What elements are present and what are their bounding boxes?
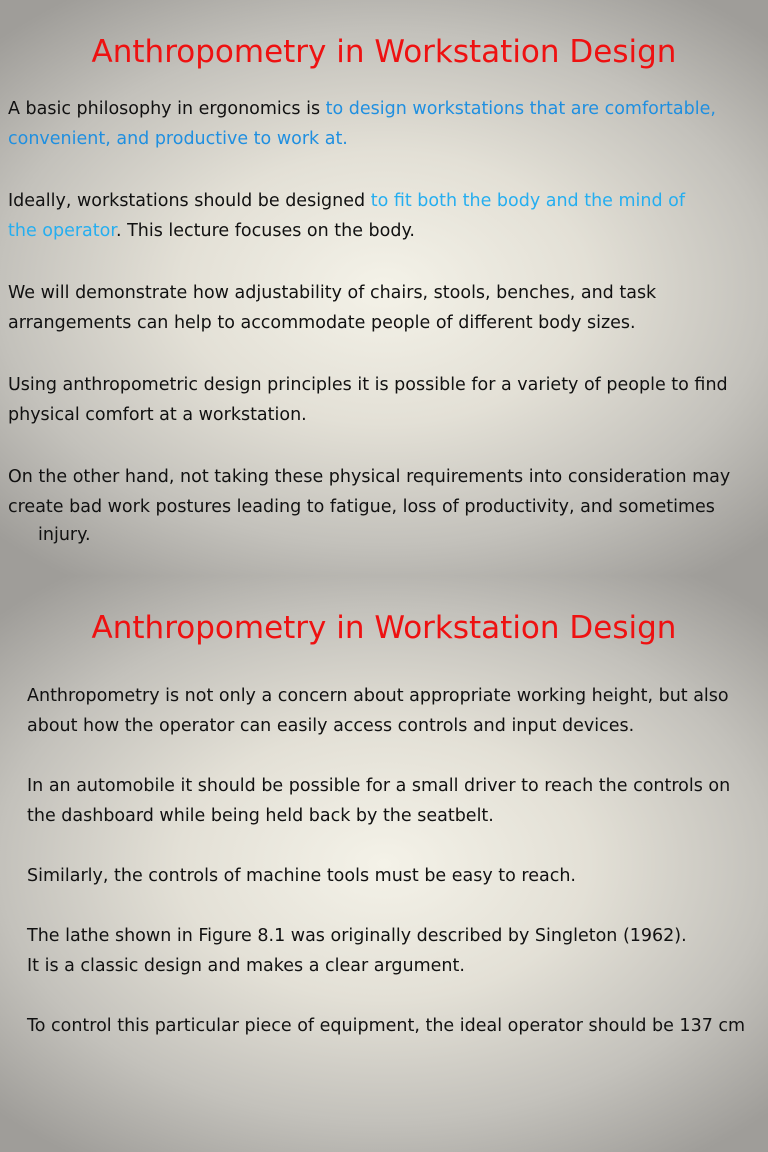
text-line: To control this particular piece of equipment, the ideal operator should be 137 cm bbox=[27, 1016, 746, 1036]
paragraph-principles bbox=[8, 370, 760, 430]
text-line: It is a classic design and makes a clear argument. bbox=[27, 956, 465, 976]
text-run: Ideally, workstations should be designed bbox=[8, 191, 371, 211]
text-line bbox=[8, 216, 760, 246]
text-line: the dashboard while being held back by the seatbelt. bbox=[27, 806, 494, 826]
paragraph-other-hand bbox=[8, 462, 760, 548]
paragraph-philosophy bbox=[8, 94, 760, 154]
highlighted-text: to fit both the body and the mind of bbox=[370, 191, 686, 211]
paragraph-fit bbox=[8, 186, 760, 246]
text-line: Using anthropometric design principles it is possible for a variety of people to find bbox=[8, 375, 728, 395]
highlighted-text: convenient, and productive to work at. bbox=[8, 129, 348, 149]
paragraph-adjustability bbox=[8, 278, 760, 338]
text-line: The lathe shown in Figure 8.1 was originally described by Singleton (1962). bbox=[27, 926, 687, 946]
text-line: Anthropometry is not only a concern about appropriate working height, but also bbox=[27, 686, 729, 706]
text-run: A basic philosophy in ergonomics is bbox=[8, 99, 326, 119]
slide-title: Anthropometry in Workstation Design bbox=[91, 34, 677, 70]
text-line: We will demonstrate how adjustability of chairs, stools, benches, and task bbox=[8, 283, 657, 303]
highlighted-text: to design workstations that are comfortable, bbox=[325, 99, 716, 119]
text-line bbox=[8, 94, 760, 124]
slide-body bbox=[27, 681, 757, 1071]
paragraph-automobile bbox=[27, 771, 757, 831]
paragraph-working-height bbox=[27, 681, 757, 741]
text-line: On the other hand, not taking these physical requirements into consideration may bbox=[8, 467, 731, 487]
text-line: about how the operator can easily access controls and input devices. bbox=[27, 716, 635, 736]
slide-title: Anthropometry in Workstation Design bbox=[91, 610, 677, 646]
text-line bbox=[8, 186, 760, 216]
paragraph-lathe bbox=[27, 921, 757, 981]
text-line: arrangements can help to accommodate people of different body sizes. bbox=[8, 313, 636, 333]
paragraph-machine-tools bbox=[27, 861, 757, 891]
text-line: create bad work postures leading to fatigue, loss of productivity, and sometimes bbox=[8, 497, 715, 517]
text-run: . This lecture focuses on the body. bbox=[115, 221, 415, 241]
highlighted-text: the operator bbox=[8, 221, 116, 241]
slide-body bbox=[8, 94, 760, 576]
text-line: Similarly, the controls of machine tools must be easy to reach. bbox=[27, 866, 576, 886]
paragraph-ideal-operator bbox=[27, 1011, 757, 1041]
text-line: injury. bbox=[38, 525, 91, 545]
text-line: physical comfort at a workstation. bbox=[8, 405, 307, 425]
slide-2 bbox=[0, 576, 768, 1152]
text-line: In an automobile it should be possible for a small driver to reach the controls on bbox=[27, 776, 731, 796]
